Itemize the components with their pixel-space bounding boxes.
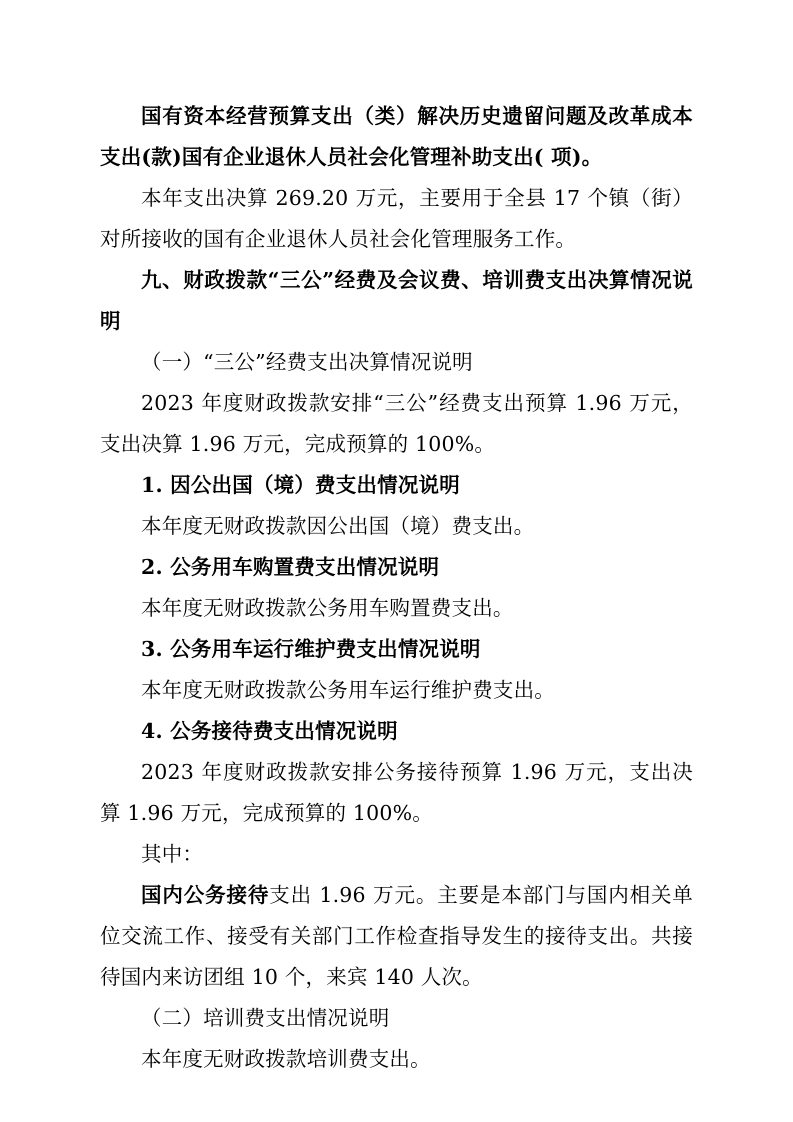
paragraph-overseas-travel-detail: 本年度无财政拨款因公出国（境）费支出。 xyxy=(141,514,535,538)
domestic-reception-detail: 支出 1.96 万元。主要是本部门与国内相关单位交流工作、接受有关部门工作检查指导发生的接待支出。共接待国内来访团组 10 个，来宾 140 人次。 xyxy=(100,883,694,989)
paragraph-heading-state-capital-budget: 国有资本经营预算支出（类）解决历史遗留问题及改革成本支出(款)国有企业退休人员社会化管理补助支出( 项)。 xyxy=(100,104,693,169)
document-body xyxy=(100,96,693,1080)
paragraph-among-which: 其中： xyxy=(141,842,204,866)
paragraph-heading-overseas-travel: 1. 因公出国（境）费支出情况说明 xyxy=(141,473,460,497)
paragraph-vehicle-maintenance-detail: 本年度无财政拨款公务用车运行维护费支出。 xyxy=(141,678,555,702)
paragraph-heading-official-reception: 4. 公务接待费支出情况说明 xyxy=(141,719,398,743)
paragraph-expenditure-final-account: 本年支出决算 269.20 万元，主要用于全县 17 个镇（街）对所接收的国有企业退休人员社会化管理服务工作。 xyxy=(100,186,693,251)
paragraph-three-public-budget-summary: 2023 年度财政拨款安排“三公”经费支出预算 1.96 万元，支出决算 1.96 万元，完成预算的 100%。 xyxy=(100,391,693,456)
paragraph-subsection-two-title: （二）培训费支出情况说明 xyxy=(141,1006,390,1030)
paragraph-heading-vehicle-purchase: 2. 公务用车购置费支出情况说明 xyxy=(141,555,440,579)
paragraph-domestic-reception xyxy=(100,875,693,998)
domestic-reception-lead: 国内公务接待 xyxy=(141,883,270,907)
paragraph-heading-vehicle-maintenance: 3. 公务用车运行维护费支出情况说明 xyxy=(141,637,481,661)
paragraph-subsection-one-title: （一）“三公”经费支出决算情况说明 xyxy=(141,350,473,374)
paragraph-official-reception-summary: 2023 年度财政拨款安排公务接待预算 1.96 万元，支出决算 1.96 万元，完成预算的 100%。 xyxy=(100,760,693,825)
paragraph-training-fee-detail: 本年度无财政拨款培训费支出。 xyxy=(141,1047,431,1071)
paragraph-heading-section-nine: 九、财政拨款“三公”经费及会议费、培训费支出决算情况说明 xyxy=(100,268,693,333)
paragraph-vehicle-purchase-detail: 本年度无财政拨款公务用车购置费支出。 xyxy=(141,596,514,620)
